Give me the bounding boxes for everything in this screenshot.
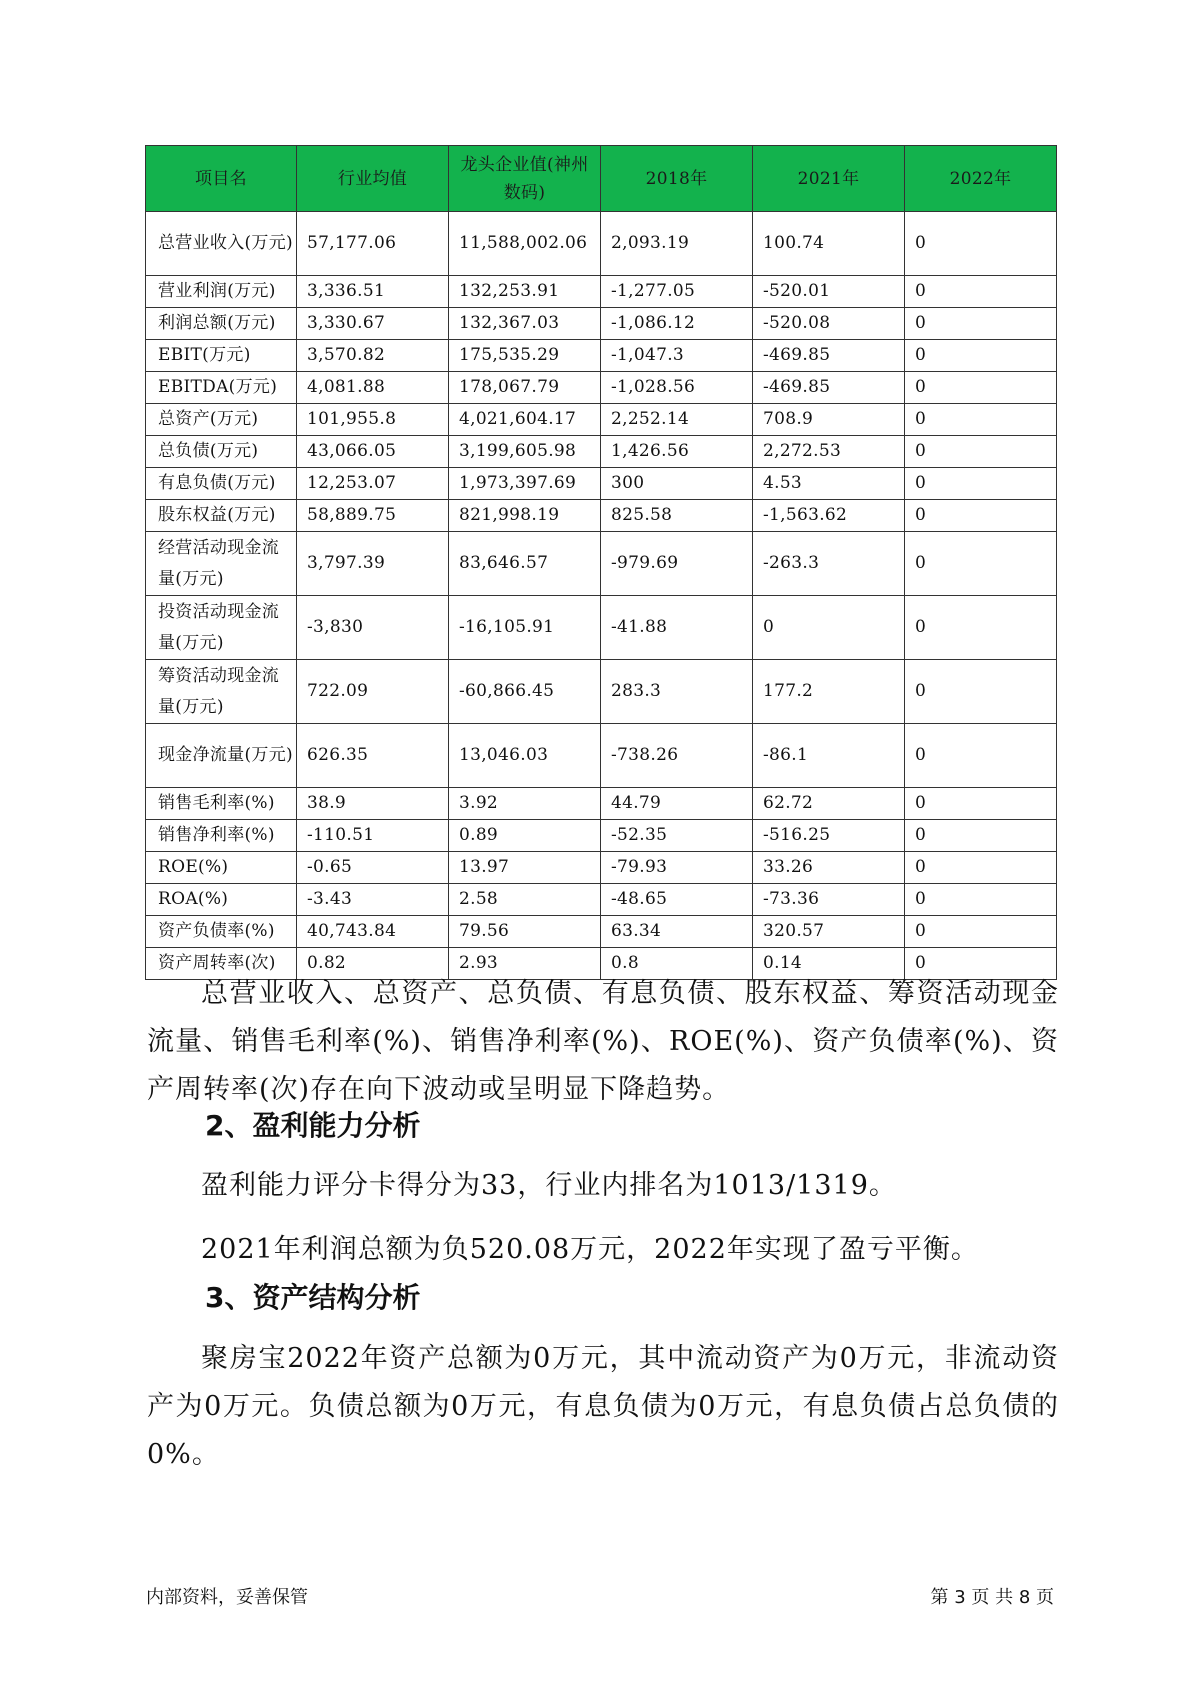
table-row [146, 276, 1057, 308]
value-cell: 79.56 [449, 916, 601, 948]
row-label-cell: 投资活动现金流量(万元) [146, 596, 297, 660]
section-heading-asset-structure: 3、资产结构分析 [205, 1281, 421, 1314]
value-cell: 0 [905, 308, 1057, 340]
value-cell: 1,426.56 [601, 436, 753, 468]
value-cell: 2,272.53 [753, 436, 905, 468]
value-cell: 62.72 [753, 788, 905, 820]
row-label-cell: 经营活动现金流量(万元) [146, 532, 297, 596]
header-leader-value: 龙头企业值(神州数码) [449, 146, 601, 212]
value-cell: 43,066.05 [297, 436, 449, 468]
value-cell: -1,563.62 [753, 500, 905, 532]
value-cell: 0 [905, 276, 1057, 308]
value-cell: 300 [601, 468, 753, 500]
value-cell: 11,588,002.06 [449, 212, 601, 276]
value-cell: 3,330.67 [297, 308, 449, 340]
value-cell: 38.9 [297, 788, 449, 820]
table-row [146, 660, 1057, 724]
financial-indicator-table [145, 145, 1057, 980]
value-cell: 4,021,604.17 [449, 404, 601, 436]
value-cell: -1,047.3 [601, 340, 753, 372]
header-year-2022: 2022年 [905, 146, 1057, 212]
value-cell: -1,277.05 [601, 276, 753, 308]
value-cell: -0.65 [297, 852, 449, 884]
value-cell: 0 [905, 948, 1057, 980]
value-cell: 0 [905, 788, 1057, 820]
header-year-2021: 2021年 [753, 146, 905, 212]
value-cell: -48.65 [601, 884, 753, 916]
table-row [146, 884, 1057, 916]
value-cell: 0.82 [297, 948, 449, 980]
value-cell: 0 [905, 532, 1057, 596]
value-cell: 178,067.79 [449, 372, 601, 404]
row-label-cell: 资产周转率(次) [146, 948, 297, 980]
row-label-cell: ROA(%) [146, 884, 297, 916]
value-cell: -520.08 [753, 308, 905, 340]
table-row [146, 308, 1057, 340]
value-cell: 708.9 [753, 404, 905, 436]
value-cell: 0 [905, 724, 1057, 788]
row-label-cell: 有息负债(万元) [146, 468, 297, 500]
value-cell: 57,177.06 [297, 212, 449, 276]
row-label-cell: 股东权益(万元) [146, 500, 297, 532]
value-cell: 4,081.88 [297, 372, 449, 404]
value-cell: 825.58 [601, 500, 753, 532]
table-row [146, 532, 1057, 596]
value-cell: 0 [905, 852, 1057, 884]
row-label-cell: EBIT(万元) [146, 340, 297, 372]
value-cell: 100.74 [753, 212, 905, 276]
value-cell: -52.35 [601, 820, 753, 852]
value-cell: 13.97 [449, 852, 601, 884]
value-cell: 0 [905, 884, 1057, 916]
value-cell: 0 [905, 500, 1057, 532]
value-cell: -469.85 [753, 340, 905, 372]
value-cell: 821,998.19 [449, 500, 601, 532]
table-row [146, 852, 1057, 884]
value-cell: 3,336.51 [297, 276, 449, 308]
table-row [146, 404, 1057, 436]
value-cell: -979.69 [601, 532, 753, 596]
value-cell: -73.36 [753, 884, 905, 916]
value-cell: 0 [905, 212, 1057, 276]
value-cell: -3,830 [297, 596, 449, 660]
value-cell: 12,253.07 [297, 468, 449, 500]
value-cell: 2.58 [449, 884, 601, 916]
value-cell: 101,955.8 [297, 404, 449, 436]
table-row [146, 468, 1057, 500]
table-header-row [146, 146, 1057, 212]
value-cell: -110.51 [297, 820, 449, 852]
value-cell: 722.09 [297, 660, 449, 724]
value-cell: 3.92 [449, 788, 601, 820]
table-row [146, 788, 1057, 820]
table-row [146, 916, 1057, 948]
value-cell: -738.26 [601, 724, 753, 788]
value-cell: -1,086.12 [601, 308, 753, 340]
value-cell: -263.3 [753, 532, 905, 596]
value-cell: -86.1 [753, 724, 905, 788]
row-label-cell: 总营业收入(万元) [146, 212, 297, 276]
value-cell: 175,535.29 [449, 340, 601, 372]
value-cell: 3,570.82 [297, 340, 449, 372]
value-cell: 0 [905, 372, 1057, 404]
value-cell: -516.25 [753, 820, 905, 852]
table-row [146, 340, 1057, 372]
value-cell: 283.3 [601, 660, 753, 724]
table-row [146, 820, 1057, 852]
header-industry-average: 行业均值 [297, 146, 449, 212]
value-cell: 4.53 [753, 468, 905, 500]
value-cell: 0.14 [753, 948, 905, 980]
value-cell: -520.01 [753, 276, 905, 308]
value-cell: 0 [753, 596, 905, 660]
row-label-cell: 总负债(万元) [146, 436, 297, 468]
footer-page-number: 第 3 页 共 8 页 [930, 1587, 1054, 1608]
value-cell: -41.88 [601, 596, 753, 660]
header-year-2018: 2018年 [601, 146, 753, 212]
row-label-cell: 销售毛利率(%) [146, 788, 297, 820]
value-cell: 320.57 [753, 916, 905, 948]
table-row [146, 436, 1057, 468]
profit-total-paragraph: 2021年利润总额为负520.08万元，2022年实现了盈亏平衡。 [201, 1234, 979, 1265]
value-cell: 0.8 [601, 948, 753, 980]
value-cell: 0 [905, 660, 1057, 724]
table-row [146, 596, 1057, 660]
table-row [146, 724, 1057, 788]
row-label-cell: 销售净利率(%) [146, 820, 297, 852]
value-cell: 58,889.75 [297, 500, 449, 532]
value-cell: 13,046.03 [449, 724, 601, 788]
value-cell: -79.93 [601, 852, 753, 884]
value-cell: 63.34 [601, 916, 753, 948]
header-item-name: 项目名 [146, 146, 297, 212]
table-row [146, 212, 1057, 276]
value-cell: 3,797.39 [297, 532, 449, 596]
value-cell: 33.26 [753, 852, 905, 884]
value-cell: 2.93 [449, 948, 601, 980]
row-label-cell: 营业利润(万元) [146, 276, 297, 308]
value-cell: 132,367.03 [449, 308, 601, 340]
row-label-cell: ROE(%) [146, 852, 297, 884]
value-cell: 0 [905, 436, 1057, 468]
value-cell: 132,253.91 [449, 276, 601, 308]
value-cell: 40,743.84 [297, 916, 449, 948]
value-cell: -1,028.56 [601, 372, 753, 404]
table-body [146, 212, 1057, 980]
trend-paragraph: 总营业收入、总资产、总负债、有息负债、股东权益、筹资活动现金流量、销售毛利率(%)、销售净利率(%)、ROE(%)、资产负债率(%)、资产周转率(次)存在向下波动或呈明显下降趋势。 [147, 978, 1059, 1105]
asset-structure-paragraph: 聚房宝2022年资产总额为0万元，其中流动资产为0万元，非流动资产为0万元。负债总额为0万元，有息负债为0万元，有息负债占总负债的0%。 [147, 1343, 1059, 1470]
row-label-cell: 筹资活动现金流量(万元) [146, 660, 297, 724]
profitability-score-paragraph: 盈利能力评分卡得分为33，行业内排名为1013/1319。 [201, 1170, 897, 1201]
value-cell: -16,105.91 [449, 596, 601, 660]
value-cell: 0 [905, 404, 1057, 436]
value-cell: 0 [905, 820, 1057, 852]
value-cell: 44.79 [601, 788, 753, 820]
value-cell: 626.35 [297, 724, 449, 788]
value-cell: 0 [905, 916, 1057, 948]
value-cell: -60,866.45 [449, 660, 601, 724]
value-cell: 0 [905, 468, 1057, 500]
section-heading-profitability: 2、盈利能力分析 [205, 1109, 421, 1142]
value-cell: 2,093.19 [601, 212, 753, 276]
value-cell: 0.89 [449, 820, 601, 852]
row-label-cell: 总资产(万元) [146, 404, 297, 436]
value-cell: 0 [905, 340, 1057, 372]
value-cell: 2,252.14 [601, 404, 753, 436]
table-row [146, 500, 1057, 532]
row-label-cell: 资产负债率(%) [146, 916, 297, 948]
row-label-cell: EBITDA(万元) [146, 372, 297, 404]
row-label-cell: 利润总额(万元) [146, 308, 297, 340]
value-cell: -3.43 [297, 884, 449, 916]
value-cell: 83,646.57 [449, 532, 601, 596]
row-label-cell: 现金净流量(万元) [146, 724, 297, 788]
table-row [146, 372, 1057, 404]
footer-confidential-note: 内部资料，妥善保管 [146, 1587, 308, 1608]
value-cell: 0 [905, 596, 1057, 660]
value-cell: 177.2 [753, 660, 905, 724]
value-cell: -469.85 [753, 372, 905, 404]
value-cell: 3,199,605.98 [449, 436, 601, 468]
value-cell: 1,973,397.69 [449, 468, 601, 500]
